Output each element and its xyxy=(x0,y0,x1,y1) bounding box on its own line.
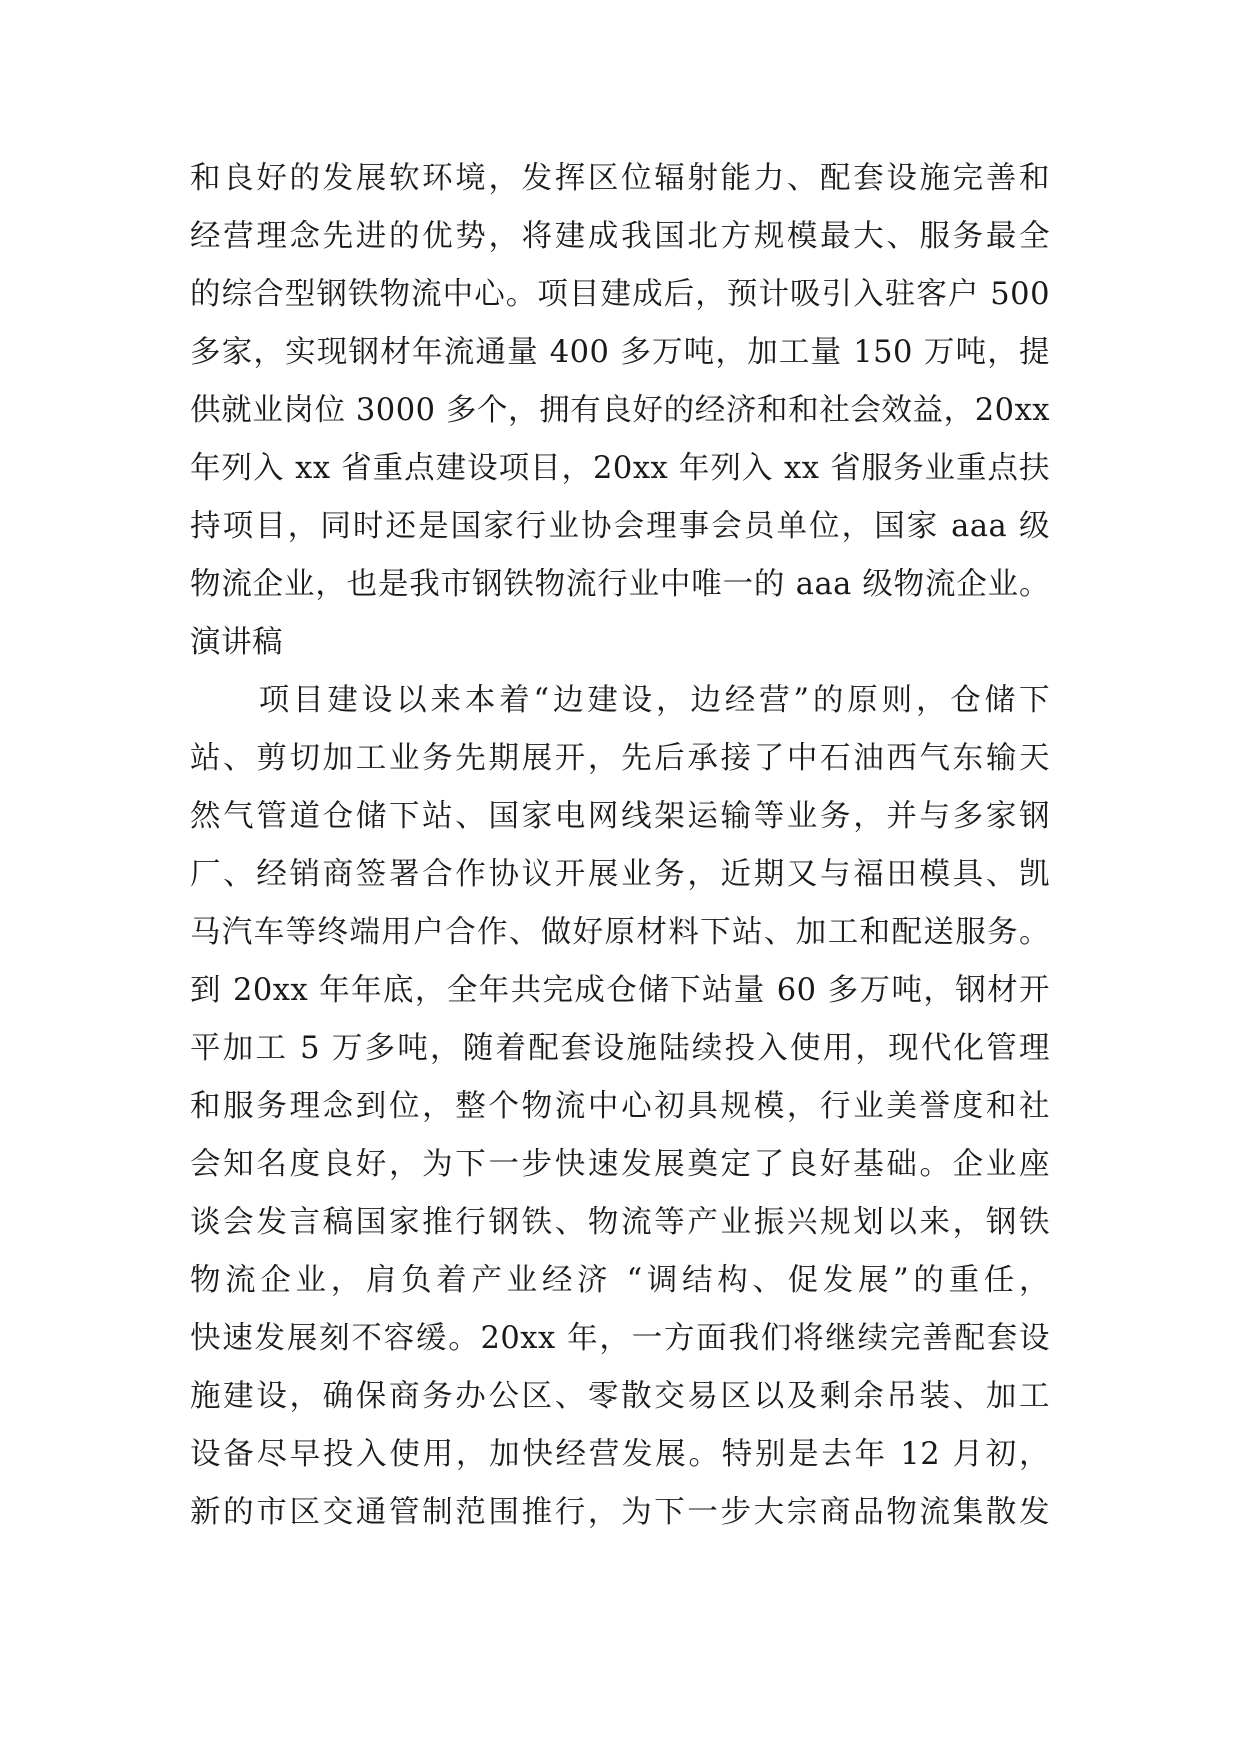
text-line: 持项目，同时还是国家行业协会理事会员单位，国家 aaa 级 xyxy=(190,509,1050,544)
text-line: 经营理念先进的优势，将建成我国北方规模最大、服务最全 xyxy=(190,219,1050,254)
text-line: 会知名度良好，为下一步快速发展奠定了良好基础。企业座 xyxy=(190,1147,1050,1182)
text-line: 物流企业，肩负着产业经济 “调结构、促发展”的重任， xyxy=(190,1263,1050,1298)
text-line: 供就业岗位 3000 多个，拥有良好的经济和和社会效益，20xx xyxy=(190,393,1050,428)
text-line: 多家，实现钢材年流通量 400 多万吨，加工量 150 万吨，提 xyxy=(190,335,1050,370)
text-line: 项目建设以来本着“边建设，边经营”的原则，仓储下 xyxy=(190,683,1050,718)
text-line: 厂、经销商签署合作协议开展业务，近期又与福田模具、凯 xyxy=(190,857,1050,892)
text-line: 快速发展刻不容缓。20xx 年，一方面我们将继续完善配套设 xyxy=(190,1321,1050,1356)
text-line: 物流企业，也是我市钢铁物流行业中唯一的 aaa 级物流企业。 xyxy=(190,567,1050,602)
text-line: 演讲稿 xyxy=(190,625,283,660)
text-line: 和服务理念到位，整个物流中心初具规模，行业美誉度和社 xyxy=(190,1089,1050,1124)
text-line: 平加工 5 万多吨，随着配套设施陆续投入使用，现代化管理 xyxy=(190,1031,1050,1066)
text-line: 施建设，确保商务办公区、零散交易区以及剩余吊装、加工 xyxy=(190,1379,1050,1414)
body-text xyxy=(190,150,1050,1542)
text-line: 的综合型钢铁物流中心。项目建成后，预计吸引入驻客户 500 xyxy=(190,277,1050,312)
text-line: 然气管道仓储下站、国家电网线架运输等业务，并与多家钢 xyxy=(190,799,1050,834)
text-line: 新的市区交通管制范围推行，为下一步大宗商品物流集散发 xyxy=(190,1495,1050,1530)
text-line: 年列入 xx 省重点建设项目，20xx 年列入 xx 省服务业重点扶 xyxy=(190,451,1050,486)
text-line: 站、剪切加工业务先期展开，先后承接了中石油西气东输天 xyxy=(190,741,1050,776)
text-line: 马汽车等终端用户合作、做好原材料下站、加工和配送服务。 xyxy=(190,915,1050,950)
text-line: 谈会发言稿国家推行钢铁、物流等产业振兴规划以来，钢铁 xyxy=(190,1205,1050,1240)
text-line: 和良好的发展软环境，发挥区位辐射能力、配套设施完善和 xyxy=(190,161,1050,196)
text-line: 设备尽早投入使用，加快经营发展。特别是去年 12 月初， xyxy=(190,1437,1050,1472)
text-line: 到 20xx 年年底，全年共完成仓储下站量 60 多万吨，钢材开 xyxy=(190,973,1050,1008)
